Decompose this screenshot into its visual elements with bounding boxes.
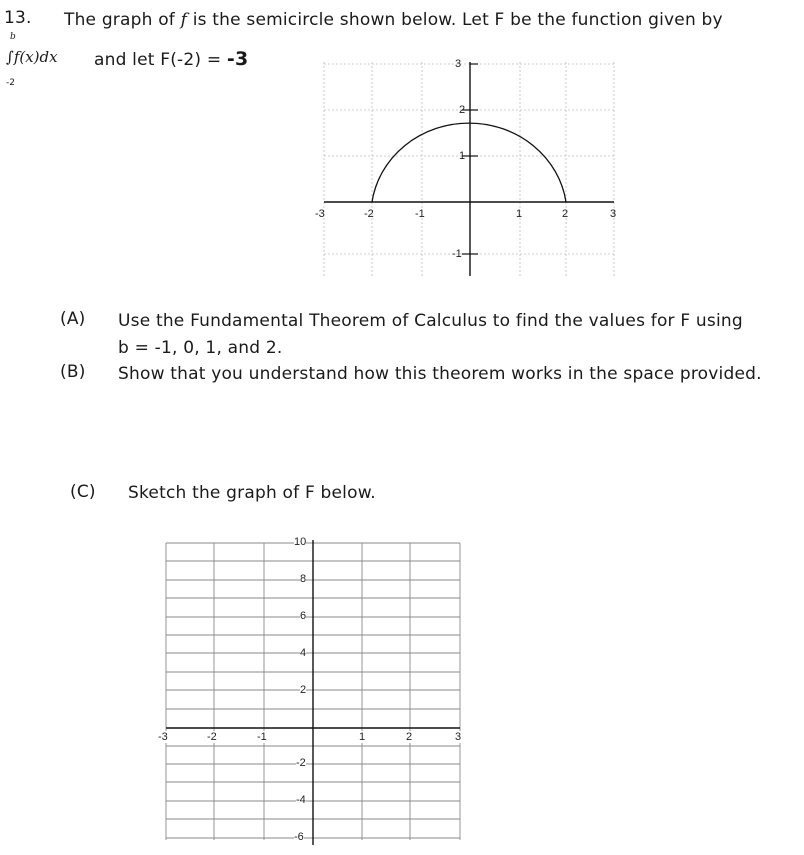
g1-x-tick-3: 3 [610, 208, 617, 220]
integral-lower-limit: -2 [6, 78, 15, 88]
part-c-text: Sketch the graph of F below. [128, 483, 376, 503]
part-a-label: (A) [60, 309, 86, 329]
integral-upper-limit: b [10, 32, 16, 42]
g2-y-tick-neg4: -4 [296, 794, 306, 806]
part-b-text: Show that you understand how this theorem works in the space provided. [118, 364, 762, 384]
g1-x-tick-2: 2 [562, 208, 569, 220]
part-a-text-line1: Use the Fundamental Theorem of Calculus to find the values for F using [118, 311, 743, 331]
g2-x-tick-2: 2 [406, 731, 413, 743]
g1-x-tick-1: 1 [516, 208, 523, 220]
g1-y-tick-1: 1 [459, 150, 466, 162]
given-value: -3 [226, 48, 249, 70]
g2-y-tick-neg6: -6 [294, 831, 304, 843]
g2-x-tick-1: 1 [359, 731, 366, 743]
semicircle-curve [372, 123, 566, 202]
g2-x-tick-neg3: -3 [158, 731, 168, 743]
problem-number: 13. [4, 8, 32, 28]
g2-x-tick-neg1: -1 [257, 731, 267, 743]
part-c-label: (C) [70, 482, 96, 502]
g2-y-tick-neg2: -2 [296, 757, 306, 769]
and-text: and let F(-2) = [94, 50, 222, 70]
g2-x-tick-3: 3 [455, 731, 462, 743]
graph1-grid [324, 62, 617, 276]
part-a-text-line2: b = -1, 0, 1, and 2. [118, 338, 283, 358]
g1-x-tick-neg3: -3 [315, 208, 325, 220]
g2-y-tick-2: 2 [300, 684, 307, 696]
intro-rest: is the semicircle shown below. Let F be the function given by [192, 10, 723, 30]
g1-y-tick-3: 3 [455, 58, 462, 70]
g2-y-tick-10: 10 [294, 536, 307, 548]
g1-x-tick-neg2: -2 [364, 208, 374, 220]
g1-x-tick-neg1: -1 [415, 208, 425, 220]
f-symbol: f [180, 10, 188, 30]
g1-y-tick-2: 2 [459, 104, 466, 116]
g2-x-tick-neg2: -2 [207, 731, 217, 743]
integral-expression: ∫f(x)dx [6, 48, 58, 66]
g2-y-tick-8: 8 [300, 573, 307, 585]
intro-text: The graph of [64, 10, 175, 30]
part-b-label: (B) [60, 362, 86, 382]
g2-y-tick-6: 6 [300, 610, 307, 622]
g1-y-tick-neg1: -1 [452, 248, 462, 260]
g2-y-tick-4: 4 [300, 647, 307, 659]
